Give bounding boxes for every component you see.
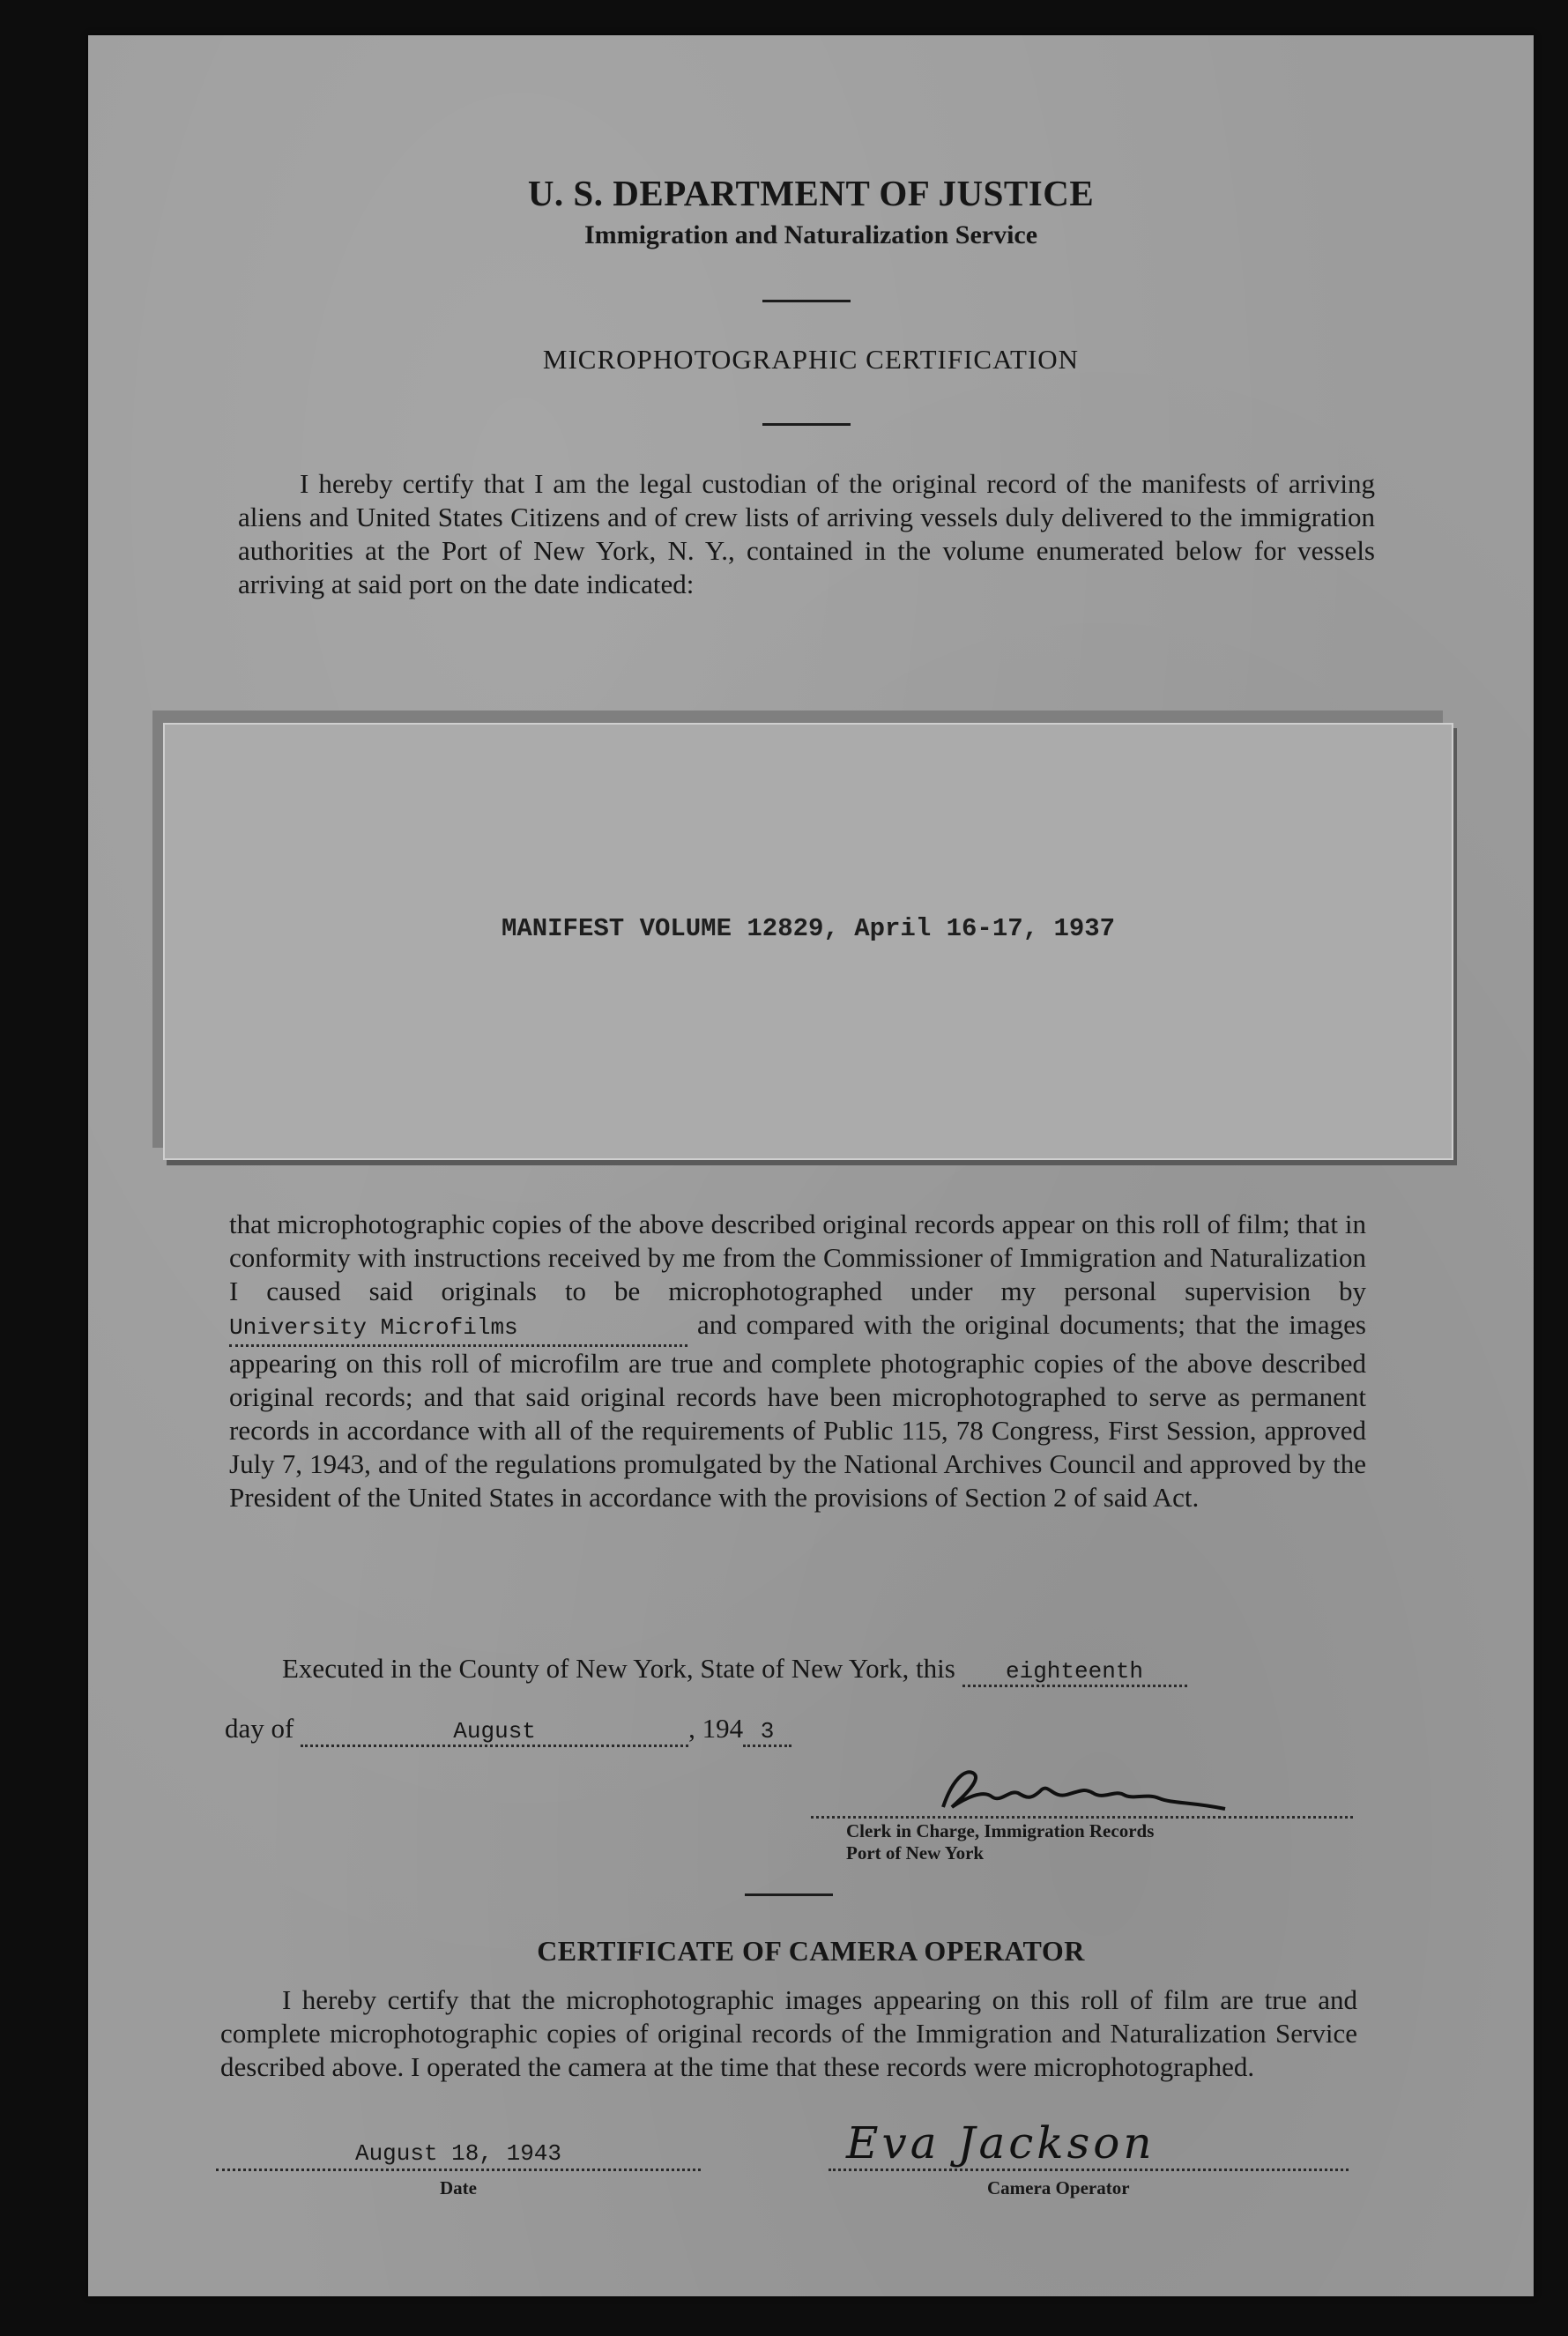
day-of-line xyxy=(225,1713,842,1747)
clerk-signature xyxy=(811,1763,1353,1816)
clerk-title-line1: Clerk in Charge, Immigration Records xyxy=(846,1820,1155,1841)
clerk-title-line2: Port of New York xyxy=(846,1842,985,1864)
certification-title: MICROPHOTOGRAPHIC CERTIFICATION xyxy=(542,344,1080,375)
year-prefix: , 194 xyxy=(688,1713,744,1744)
camera-operator-title: CERTIFICATE OF CAMERA OPERATOR xyxy=(537,1935,1085,1967)
divider xyxy=(762,300,851,302)
date-field xyxy=(216,2133,701,2171)
day-of-label: day of xyxy=(225,1713,294,1744)
divider xyxy=(762,423,851,426)
camera-operator-label: Camera Operator xyxy=(987,2177,1130,2198)
service-subheading: Immigration and Naturalization Service xyxy=(583,220,1038,249)
camera-operator-signature: Eva Jackson xyxy=(846,2117,1156,2169)
month-value-field: August xyxy=(301,1718,688,1747)
manifest-volume-text: MANIFEST VOLUME 12829, April 16-17, 1937 xyxy=(501,914,1116,943)
executed-line xyxy=(282,1653,1357,1687)
camera-operator-signature-line xyxy=(829,2117,1349,2171)
manifest-insert-card xyxy=(163,723,1453,1160)
intro-paragraph: I hereby certify that I am the legal custodian of the original record of the manifests of arriving aliens and United States Citizens and of crew lists of arriving vessels duly delivered to the immigration authorities at the Port of New York, N. Y., contained in the volume enumerated below for vessels arriving at said port on the date indicated: xyxy=(238,468,1375,599)
camera-operator-paragraph: I hereby certify that the microphotographic images appearing on this roll of film are true and complete microphotographic copies of original records of the Immigration and Naturalization Service described above. I operated the camera at the time that these records were microphotographed. xyxy=(220,1984,1357,2082)
clerk-title xyxy=(846,1820,1154,1864)
department-heading: U. S. DEPARTMENT OF JUSTICE xyxy=(527,173,1095,213)
microfilm-company-field: University Microfilms xyxy=(229,1311,687,1347)
certification-body xyxy=(229,1208,1366,1514)
executed-text: Executed in the County of New York, State of New York, this xyxy=(282,1653,955,1684)
date-label: Date xyxy=(440,2177,477,2198)
certificate-sheet xyxy=(88,35,1534,2296)
body-text-before-name: that microphotographic copies of the above described original records appear on this roll of film; that in conformity with instructions received by me from the Commissioner of Immigration and Naturalization I caused said originals to be microphotographed under my personal supervision by xyxy=(229,1209,1366,1306)
day-value-field: eighteenth xyxy=(962,1658,1187,1687)
body-text-after-name: and compared with the original documents; that the images appearing on this roll of microfilm are true and complete photographic copies of the above described original records; and that said original records have been microphotographed to serve as permanent records in accordance with all of the requirements of Public 115, 78 Congress, First Session, approved July 7, 1943, and of the regulations promulgated by the National Archives Council and approved by the President of the United States in accordance with the provisions of Section 2 of said Act. xyxy=(229,1309,1367,1513)
clerk-signature-line xyxy=(811,1763,1353,1819)
divider xyxy=(745,1893,833,1896)
year-suffix-field: 3 xyxy=(743,1718,791,1747)
date-value: August 18, 1943 xyxy=(354,2140,562,2167)
